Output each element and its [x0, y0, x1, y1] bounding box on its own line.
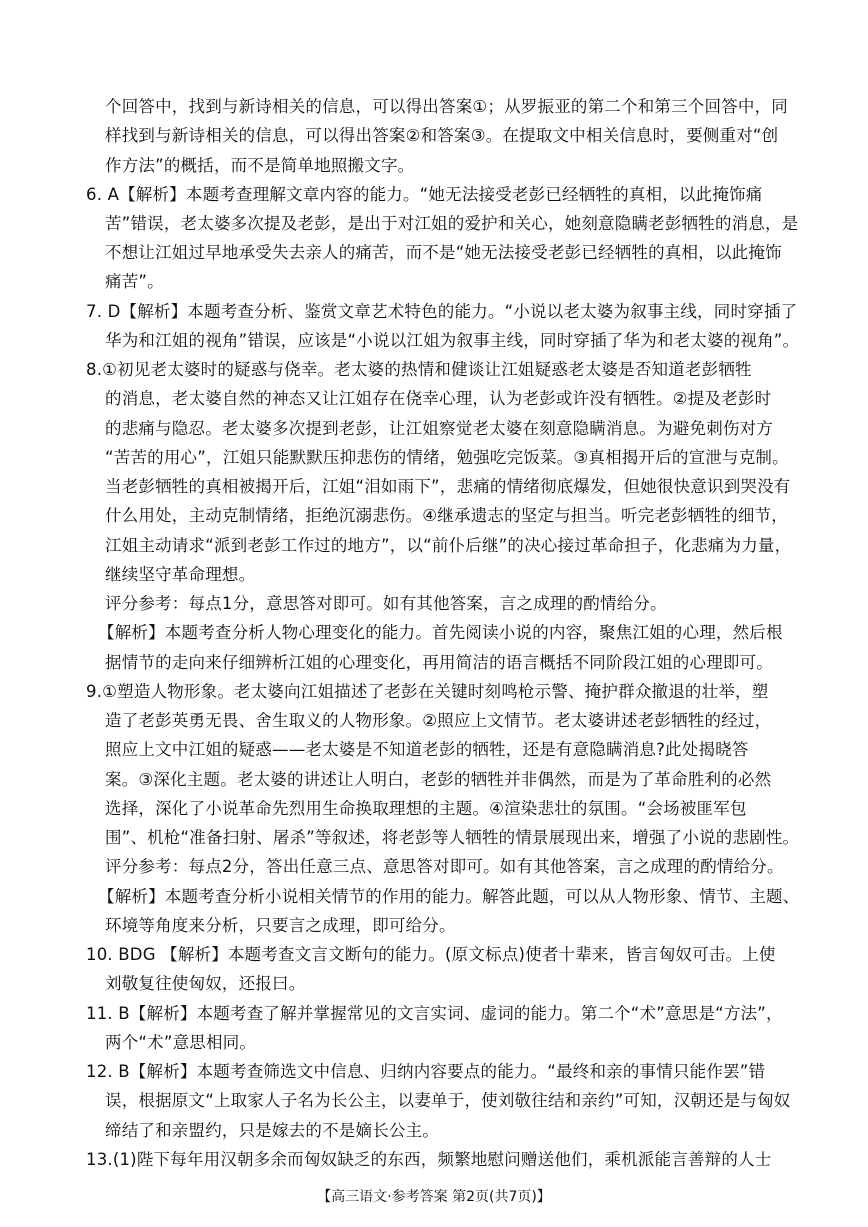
- text-line: 8.①初见老太婆时的疑惑与侥幸。老太婆的热情和健谈让江姐疑惑老太婆是否知道老彭牺牲: [86, 360, 752, 379]
- text-line: 评分参考：每点1分，意思答对即可。如有其他答案，言之成理的酌情给分。: [105, 594, 667, 613]
- text-line: 的消息，老太婆自然的神态又让江姐存在侥幸心理，认为老彭或许没有牺牲。②提及老彭时: [105, 389, 772, 408]
- text-line: 个回答中，找到与新诗相关的信息，可以得出答案①；从罗振亚的第二个和第三个回答中，同: [105, 97, 788, 116]
- text-line: 案。③深化主题。老太婆的讲述让人明白，老彭的牺牲并非偶然，而是为了革命胜利的必然: [105, 770, 772, 789]
- text-line: 10. BDG 【解析】本题考查文言文断句的能力。(原文标点)使者十辈来，皆言匈奴可击。上使: [86, 945, 776, 964]
- text-line: 9.①塑造人物形象。老太婆向江姐描述了老彭在关键时刻鸣枪示警、掩护群众撤退的壮举，塑: [86, 682, 769, 701]
- page-footer: 【高三语文·参考答案 第2页(共7页)】: [317, 1189, 551, 1205]
- text-line: 缔结了和亲盟约，只是嫁去的不是嫡长公主。: [105, 1121, 439, 1140]
- text-line: 围”、机枪“准备扫射、屠杀”等叙述，将老彭等人牺牲的情景展现出来，增强了小说的悲剧性。: [105, 828, 800, 847]
- text-line: 刘敬复往使匈奴，还报曰。: [105, 974, 306, 993]
- text-line: 痛苦”。: [105, 272, 164, 291]
- text-line: 【解析】本题考查分析人物心理变化的能力。首先阅读小说的内容，聚焦江姐的心理，然后根: [98, 623, 783, 642]
- text-line: 7. D【解析】本题考查分析、鉴赏文章艺术特色的能力。“小说以老太婆为叙事主线，同时穿插了: [86, 302, 798, 321]
- text-line: 选择，深化了小说革命先烈用生命换取理想的主题。④渲染悲壮的氛围。“会场被匪军包: [105, 799, 747, 818]
- text-line: 照应上文中江姐的疑惑——老太婆是不知道老彭的牺牲，还是有意隐瞒消息?此处揭晓答: [105, 740, 749, 759]
- text-line: 造了老彭英勇无畏、舍生取义的人物形象。②照应上文情节。老太婆讲述老彭牺牲的经过，: [105, 711, 772, 730]
- text-line: 的悲痛与隐忍。老太婆多次提到老彭，让江姐察觉老太婆在刻意隐瞒消息。为避免刺伤对方: [105, 419, 773, 438]
- text-line: 不想让江姐过早地承受失去亲人的痛苦，而不是“她无法接受老彭已经牺牲的真相，以此掩饰: [105, 243, 782, 262]
- text-line: 样找到与新诗相关的信息，可以得出答案②和答案③。在提取文中相关信息时，要侧重对“创: [105, 126, 779, 145]
- text-line: 据情节的走向来仔细辨析江姐的心理变化，再用简洁的语言概括不同阶段江姐的心理即可。: [105, 653, 773, 672]
- text-line: 苦”错误，老太婆多次提及老彭，是出于对江姐的爱护和关心，她刻意隐瞒老彭牺牲的消息，是: [105, 214, 799, 233]
- text-line: 【解析】本题考查分析小说相关情节的作用的能力。解答此题，可以从人物形象、情节、主题、: [98, 887, 800, 906]
- text-line: 11. B【解析】本题考查了解并掌握常见的文言实词、虚词的能力。第二个“术”意思是“方法”，: [86, 1004, 783, 1023]
- text-line: 什么用处，主动克制情绪，拒绝沉溺悲伤。④继承遗志的坚定与担当。听完老彭牺牲的细节，: [105, 506, 788, 525]
- text-line: 当老彭牺牲的真相被揭开后，江姐“泪如雨下”，悲痛的情绪彻底爆发，但她很快意识到哭没有: [105, 477, 791, 496]
- text-line: 13.(1)陛下每年用汉朝多余而匈奴缺乏的东西，频繁地慰问赠送他们，乘机派能言善辩的人士: [86, 1150, 772, 1169]
- text-line: 华为和江姐的视角”错误，应该是“小说以江姐为叙事主线，同时穿插了华为和老太婆的视角”。: [105, 331, 800, 350]
- text-line: 误，根据原文“上取家人子名为长公主，以妻单于，使刘敬往结和亲约”可知，汉朝还是与匈奴: [105, 1091, 791, 1110]
- text-line: “苦苦的用心”，江姐只能默默压抑悲伤的情绪，勉强吃完饭菜。③真相揭开后的宣泄与克制。: [105, 448, 789, 467]
- text-line: 评分参考：每点2分，答出任意三点、意思答对即可。如有其他答案，言之成理的酌情给分。: [105, 857, 784, 876]
- text-line: 环境等角度来分析，只要言之成理，即可给分。: [105, 916, 456, 935]
- text-line: 江姐主动请求“派到老彭工作过的地方”，以“前仆后继”的决心接过革命担子，化悲痛为力量，: [105, 536, 792, 555]
- text-line: 12. B【解析】本题考查筛选文中信息、归纳内容要点的能力。“最终和亲的事情只能作罢”错: [86, 1062, 766, 1081]
- text-line: 继续坚守革命理想。: [105, 565, 256, 584]
- text-line: 作方法”的概括，而不是简单地照搬文字。: [105, 156, 415, 175]
- text-line: 6. A【解析】本题考查理解文章内容的能力。“她无法接受老彭已经牺牲的真相，以此掩饰痛: [86, 185, 763, 204]
- text-line: 两个“术”意思相同。: [105, 1033, 257, 1052]
